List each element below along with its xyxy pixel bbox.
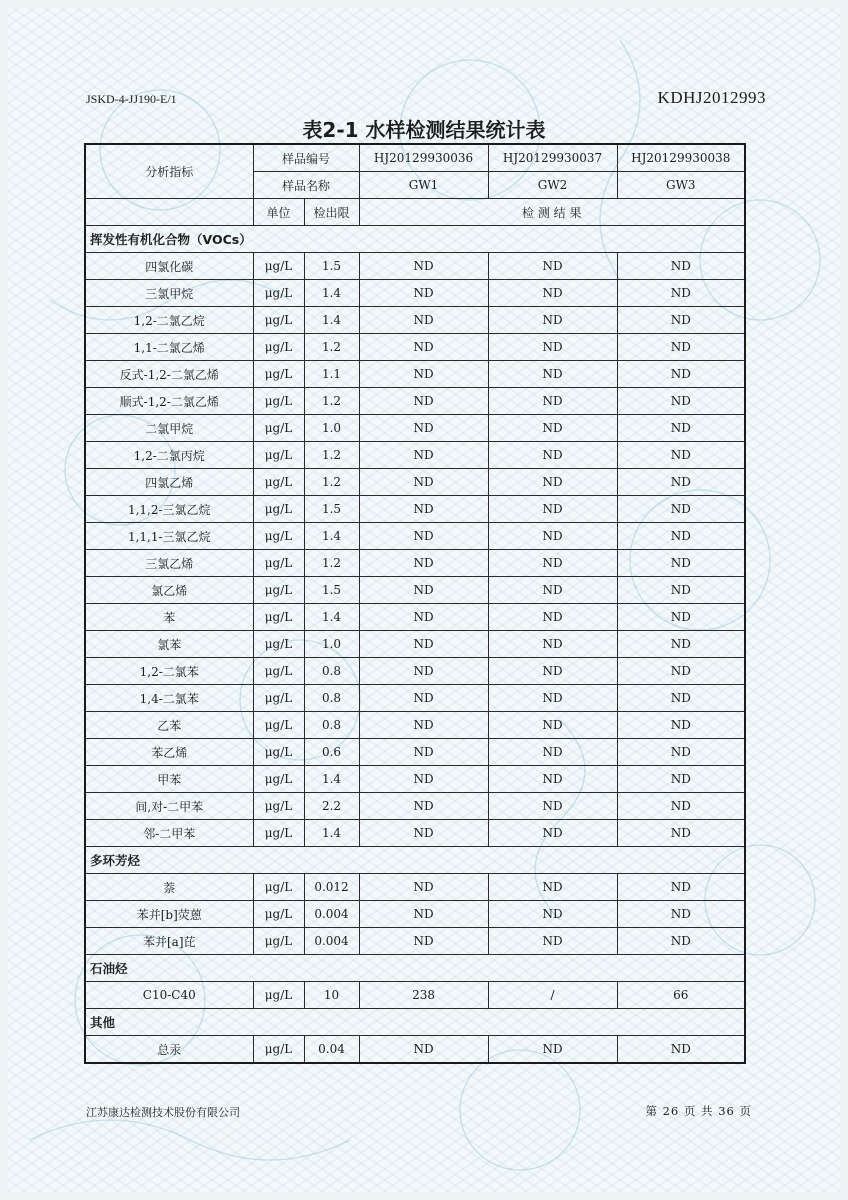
section-title: 其他 — [85, 1009, 745, 1036]
unit: μg/L — [253, 577, 304, 604]
section-row — [85, 226, 745, 253]
result-gw1: ND — [359, 739, 488, 766]
sample-name-1: GW1 — [359, 172, 488, 199]
analyte-name: 苯并[a]芘 — [85, 928, 253, 955]
table-row — [85, 658, 745, 685]
unit: μg/L — [253, 523, 304, 550]
result-gw2: ND — [488, 388, 617, 415]
result-gw1: ND — [359, 307, 488, 334]
result-gw2: ND — [488, 739, 617, 766]
result-gw3: ND — [617, 253, 745, 280]
detection-limit: 1.0 — [304, 631, 359, 658]
section-title: 多环芳烃 — [85, 847, 745, 874]
result-gw3: ND — [617, 469, 745, 496]
analyte-name: 1,4-二氯苯 — [85, 685, 253, 712]
header-row-units — [85, 199, 745, 226]
analyte-name: C10-C40 — [85, 982, 253, 1009]
detection-limit: 1.4 — [304, 307, 359, 334]
sample-id-1: HJ20129930036 — [359, 144, 488, 172]
table-row — [85, 442, 745, 469]
result-gw3: ND — [617, 577, 745, 604]
corner-label: 分析指标 — [85, 144, 253, 199]
detection-limit: 1.2 — [304, 469, 359, 496]
analyte-name: 间,对-二甲苯 — [85, 793, 253, 820]
section-title: 挥发性有机化合物（VOCs） — [85, 226, 745, 253]
result-gw2: ND — [488, 280, 617, 307]
detection-limit: 0.004 — [304, 901, 359, 928]
result-gw2: ND — [488, 496, 617, 523]
blank-header-cell — [85, 199, 253, 226]
unit: μg/L — [253, 820, 304, 847]
result-gw2: ND — [488, 307, 617, 334]
result-gw1: ND — [359, 496, 488, 523]
detection-limit: 0.8 — [304, 712, 359, 739]
detection-limit: 10 — [304, 982, 359, 1009]
result-gw1: ND — [359, 631, 488, 658]
results-label: 检 测 结 果 — [359, 199, 745, 226]
table-row — [85, 253, 745, 280]
analyte-name: 氯乙烯 — [85, 577, 253, 604]
unit: μg/L — [253, 550, 304, 577]
analyte-name: 苯 — [85, 604, 253, 631]
result-gw3: 66 — [617, 982, 745, 1009]
unit: μg/L — [253, 469, 304, 496]
detection-limit: 1.4 — [304, 766, 359, 793]
result-gw3: ND — [617, 415, 745, 442]
page-number: 第 26 页 共 36 页 — [645, 1104, 752, 1118]
analyte-name: 三氯甲烷 — [85, 280, 253, 307]
sample-name-3: GW3 — [617, 172, 745, 199]
table-row — [85, 685, 745, 712]
result-gw3: ND — [617, 604, 745, 631]
result-gw3: ND — [617, 307, 745, 334]
table-row — [85, 388, 745, 415]
table-row — [85, 631, 745, 658]
result-gw3: ND — [617, 928, 745, 955]
result-gw3: ND — [617, 874, 745, 901]
detection-limit: 1.5 — [304, 253, 359, 280]
analyte-name: 甲苯 — [85, 766, 253, 793]
analyte-name: 乙苯 — [85, 712, 253, 739]
analyte-name: 三氯乙烯 — [85, 550, 253, 577]
table-row — [85, 280, 745, 307]
unit: μg/L — [253, 334, 304, 361]
detection-limit: 0.012 — [304, 874, 359, 901]
result-gw3: ND — [617, 388, 745, 415]
result-gw2: ND — [488, 820, 617, 847]
table-row — [85, 928, 745, 955]
result-gw3: ND — [617, 1036, 745, 1064]
sample-name-2: GW2 — [488, 172, 617, 199]
result-gw2: ND — [488, 577, 617, 604]
result-gw1: ND — [359, 388, 488, 415]
unit: μg/L — [253, 442, 304, 469]
detection-limit: 1.2 — [304, 334, 359, 361]
result-gw3: ND — [617, 658, 745, 685]
result-gw1: ND — [359, 550, 488, 577]
table-row — [85, 307, 745, 334]
table-row — [85, 1036, 745, 1064]
analyte-name: 四氯乙烯 — [85, 469, 253, 496]
table-row — [85, 334, 745, 361]
section-row — [85, 847, 745, 874]
result-gw1: ND — [359, 1036, 488, 1064]
analyte-name: 1,2-二氯乙烷 — [85, 307, 253, 334]
unit: μg/L — [253, 982, 304, 1009]
unit: μg/L — [253, 361, 304, 388]
result-gw1: ND — [359, 577, 488, 604]
limit-label: 检出限 — [304, 199, 359, 226]
result-gw2: / — [488, 982, 617, 1009]
detection-limit: 1.4 — [304, 523, 359, 550]
table-row — [85, 712, 745, 739]
table-row — [85, 496, 745, 523]
result-gw1: ND — [359, 604, 488, 631]
table-row — [85, 523, 745, 550]
result-gw3: ND — [617, 442, 745, 469]
result-gw1: ND — [359, 361, 488, 388]
unit: μg/L — [253, 766, 304, 793]
table-title: 表2-1 水样检测结果统计表 — [302, 118, 546, 142]
result-gw1: ND — [359, 658, 488, 685]
unit: μg/L — [253, 712, 304, 739]
result-gw1: ND — [359, 469, 488, 496]
detection-limit: 0.8 — [304, 685, 359, 712]
table-row — [85, 415, 745, 442]
result-gw1: ND — [359, 901, 488, 928]
table-row — [85, 766, 745, 793]
section-title: 石油烃 — [85, 955, 745, 982]
section-row — [85, 955, 745, 982]
unit: μg/L — [253, 874, 304, 901]
analyte-name: 1,1-二氯乙烯 — [85, 334, 253, 361]
result-gw2: ND — [488, 550, 617, 577]
result-gw3: ND — [617, 901, 745, 928]
detection-limit: 0.8 — [304, 658, 359, 685]
detection-limit: 1.2 — [304, 550, 359, 577]
result-gw2: ND — [488, 901, 617, 928]
unit: μg/L — [253, 739, 304, 766]
unit: μg/L — [253, 496, 304, 523]
result-gw3: ND — [617, 712, 745, 739]
detection-limit: 1.0 — [304, 415, 359, 442]
result-gw1: ND — [359, 280, 488, 307]
sample-id-3: HJ20129930038 — [617, 144, 745, 172]
unit: μg/L — [253, 415, 304, 442]
unit: μg/L — [253, 658, 304, 685]
detection-limit: 1.1 — [304, 361, 359, 388]
result-gw2: ND — [488, 928, 617, 955]
analyte-name: 1,1,2-三氯乙烷 — [85, 496, 253, 523]
unit: μg/L — [253, 1036, 304, 1064]
table-row — [85, 739, 745, 766]
result-gw2: ND — [488, 685, 617, 712]
result-gw2: ND — [488, 604, 617, 631]
unit-label: 单位 — [253, 199, 304, 226]
result-gw3: ND — [617, 793, 745, 820]
detection-limit: 1.4 — [304, 280, 359, 307]
result-gw2: ND — [488, 523, 617, 550]
result-gw2: ND — [488, 361, 617, 388]
unit: μg/L — [253, 388, 304, 415]
analyte-name: 氯苯 — [85, 631, 253, 658]
unit: μg/L — [253, 307, 304, 334]
result-gw1: ND — [359, 766, 488, 793]
analyte-name: 顺式-1,2-二氯乙烯 — [85, 388, 253, 415]
result-gw2: ND — [488, 874, 617, 901]
result-gw3: ND — [617, 766, 745, 793]
result-gw2: ND — [488, 253, 617, 280]
unit: μg/L — [253, 685, 304, 712]
section-row — [85, 1009, 745, 1036]
result-gw3: ND — [617, 496, 745, 523]
result-gw1: ND — [359, 874, 488, 901]
result-gw2: ND — [488, 631, 617, 658]
report-number: KDHJ2012993 — [657, 88, 766, 107]
result-gw1: ND — [359, 820, 488, 847]
document-code: JSKD-4-JJ190-E/1 — [86, 92, 177, 106]
detection-limit: 0.04 — [304, 1036, 359, 1064]
result-gw1: ND — [359, 685, 488, 712]
table-row — [85, 982, 745, 1009]
result-gw3: ND — [617, 361, 745, 388]
analyte-name: 1,2-二氯苯 — [85, 658, 253, 685]
result-gw1: ND — [359, 253, 488, 280]
unit: μg/L — [253, 631, 304, 658]
sample-name-label: 样品名称 — [253, 172, 359, 199]
table-row — [85, 577, 745, 604]
result-gw3: ND — [617, 523, 745, 550]
header-row-sample-id — [85, 144, 745, 172]
result-gw1: 238 — [359, 982, 488, 1009]
result-gw2: ND — [488, 469, 617, 496]
analyte-name: 萘 — [85, 874, 253, 901]
detection-limit: 0.6 — [304, 739, 359, 766]
table-row — [85, 874, 745, 901]
analyte-name: 1,1,1-三氯乙烷 — [85, 523, 253, 550]
result-gw2: ND — [488, 1036, 617, 1064]
result-gw2: ND — [488, 793, 617, 820]
result-gw3: ND — [617, 550, 745, 577]
result-gw2: ND — [488, 712, 617, 739]
company-name: 江苏康达检测技术股份有限公司 — [86, 1106, 240, 1119]
result-gw3: ND — [617, 685, 745, 712]
analyte-name: 苯并[b]荧蒽 — [85, 901, 253, 928]
result-gw2: ND — [488, 442, 617, 469]
result-gw3: ND — [617, 334, 745, 361]
detection-limit: 1.4 — [304, 604, 359, 631]
result-gw3: ND — [617, 820, 745, 847]
result-gw3: ND — [617, 280, 745, 307]
detection-limit: 1.5 — [304, 577, 359, 604]
result-gw2: ND — [488, 766, 617, 793]
table-row — [85, 793, 745, 820]
detection-limit: 1.2 — [304, 388, 359, 415]
analyte-name: 反式-1,2-二氯乙烯 — [85, 361, 253, 388]
result-gw1: ND — [359, 334, 488, 361]
analyte-name: 邻-二甲苯 — [85, 820, 253, 847]
unit: μg/L — [253, 253, 304, 280]
analyte-name: 二氯甲烷 — [85, 415, 253, 442]
analyte-name: 1,2-二氯丙烷 — [85, 442, 253, 469]
unit: μg/L — [253, 928, 304, 955]
result-gw1: ND — [359, 415, 488, 442]
sample-id-label: 样品编号 — [253, 144, 359, 172]
analyte-name: 总汞 — [85, 1036, 253, 1064]
table-row — [85, 361, 745, 388]
table-row — [85, 604, 745, 631]
table-row — [85, 901, 745, 928]
result-gw2: ND — [488, 658, 617, 685]
result-gw1: ND — [359, 928, 488, 955]
table-row — [85, 469, 745, 496]
table-row — [85, 820, 745, 847]
unit: μg/L — [253, 793, 304, 820]
unit: μg/L — [253, 604, 304, 631]
analyte-name: 四氯化碳 — [85, 253, 253, 280]
result-gw3: ND — [617, 631, 745, 658]
result-gw1: ND — [359, 523, 488, 550]
result-gw1: ND — [359, 793, 488, 820]
unit: μg/L — [253, 901, 304, 928]
detection-limit: 1.4 — [304, 820, 359, 847]
result-gw2: ND — [488, 415, 617, 442]
results-table — [84, 143, 746, 1064]
detection-limit: 1.2 — [304, 442, 359, 469]
result-gw3: ND — [617, 739, 745, 766]
result-gw1: ND — [359, 712, 488, 739]
sample-id-2: HJ20129930037 — [488, 144, 617, 172]
detection-limit: 1.5 — [304, 496, 359, 523]
result-gw1: ND — [359, 442, 488, 469]
detection-limit: 2.2 — [304, 793, 359, 820]
detection-limit: 0.004 — [304, 928, 359, 955]
analyte-name: 苯乙烯 — [85, 739, 253, 766]
unit: μg/L — [253, 280, 304, 307]
result-gw2: ND — [488, 334, 617, 361]
table-row — [85, 550, 745, 577]
